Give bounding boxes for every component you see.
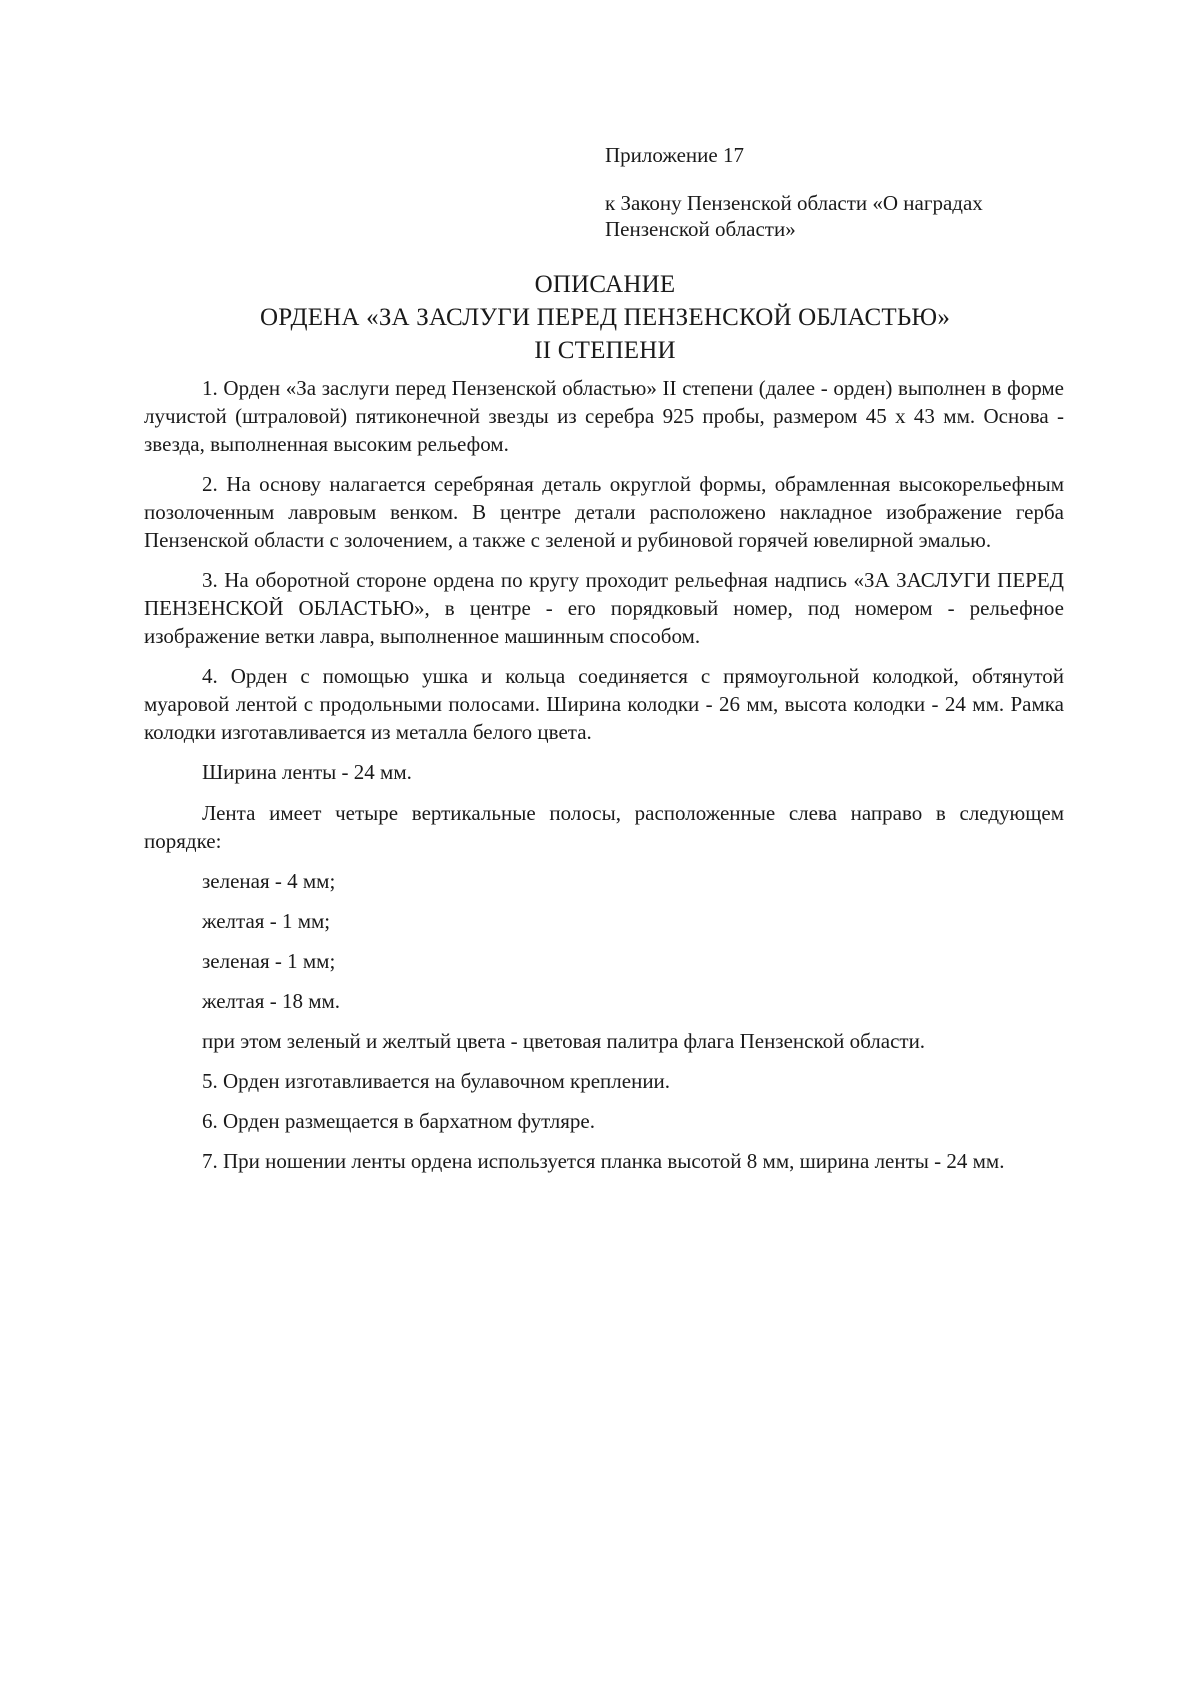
- appendix-reference: к Закону Пензенской области «О наградах Пензенской области»: [605, 191, 983, 241]
- paragraph-1: 1. Орден «За заслуги перед Пензенской областью» II степени (далее - орден) выполнен в форме лучистой (штраловой) пятиконечной звезды из серебра 925 пробы, размером 45 x 43 мм. Основа - звезда, выполненная высоким рельефом.: [144, 376, 1064, 456]
- ribbon-intro: Лента имеет четыре вертикальные полосы, расположенные слева направо в следующем порядке:: [144, 801, 1064, 853]
- paragraph-2: 2. На основу налагается серебряная деталь округлой формы, обрамленная высокорельефным позолоченным лавровым венком. В центре детали расположено накладное изображение герба Пензенской области с золочением, а также с зеленой и рубиновой горячей ювелирной эмалью.: [144, 472, 1064, 552]
- document-body: [144, 374, 1064, 1187]
- ribbon-width: Ширина ленты - 24 мм.: [202, 760, 412, 784]
- stripe-item: зеленая - 1 мм;: [202, 949, 336, 973]
- paragraph-5: 5. Орден изготавливается на булавочном креплении.: [202, 1069, 671, 1093]
- paragraph-4: 4. Орден с помощью ушка и кольца соединяется с прямоугольной колодкой, обтянутой муаровой лентой с продольными полосами. Ширина колодки - 26 мм, высота колодки - 24 мм. Рамка колодки изготавливается из металла белого цвета.: [144, 664, 1064, 744]
- title-line-1: ОПИСАНИЕ: [534, 271, 676, 298]
- title-line-3: II СТЕПЕНИ: [534, 337, 676, 364]
- paragraph-6: 6. Орден размещается в бархатном футляре.: [202, 1109, 595, 1133]
- title-line-2: ОРДЕНА «ЗА ЗАСЛУГИ ПЕРЕД ПЕНЗЕНСКОЙ ОБЛАСТЬЮ»: [259, 304, 951, 331]
- stripe-item: желтая - 1 мм;: [202, 909, 331, 933]
- appendix-number: Приложение 17: [605, 143, 744, 167]
- palette-note: при этом зеленый и желтый цвета - цветовая палитра флага Пензенской области.: [202, 1029, 926, 1053]
- paragraph-7: 7. При ношении ленты ордена используется планка высотой 8 мм, ширина ленты - 24 мм.: [202, 1149, 1005, 1173]
- paragraph-3: 3. На оборотной стороне ордена по кругу проходит рельефная надпись «ЗА ЗАСЛУГИ ПЕРЕД ПЕНЗЕНСКОЙ ОБЛАСТЬЮ», в центре - его порядковый номер, под номером - рельефное изображение ветки лавра, выполненное машинным способом.: [144, 568, 1064, 648]
- stripe-item: желтая - 18 мм.: [202, 989, 341, 1013]
- document-title: [140, 268, 1070, 367]
- stripe-item: зеленая - 4 мм;: [202, 869, 336, 893]
